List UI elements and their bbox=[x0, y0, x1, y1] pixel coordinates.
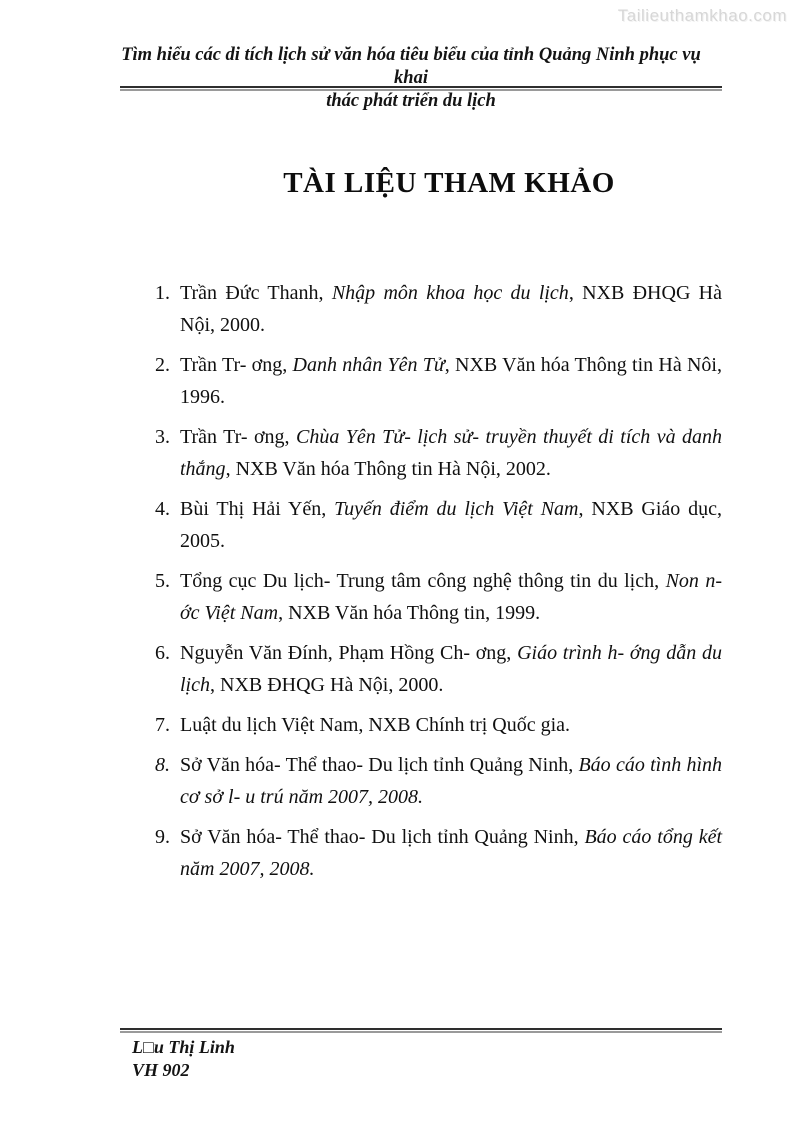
reference-item bbox=[155, 421, 722, 485]
header-title-line1: Tìm hiểu các di tích lịch sử văn hóa tiêu biểu của tỉnh Quảng Ninh phục vụ khai bbox=[121, 45, 701, 88]
reference-number: 7. bbox=[155, 714, 170, 736]
reference-item bbox=[155, 821, 722, 885]
reference-item bbox=[155, 277, 722, 341]
reference-item bbox=[155, 709, 722, 741]
reference-text: Nguyễn Văn Đính, Phạm Hồng Ch- ơng, Giáo trình h- ớng dẫn du lịch, NXB ĐHQG Hà Nội, 2000. bbox=[180, 642, 723, 696]
page-title: TÀI LIỆU THAM KHẢO bbox=[283, 167, 615, 199]
reference-number: 1. bbox=[155, 282, 170, 304]
reference-item bbox=[155, 749, 722, 813]
footer-divider bbox=[120, 1028, 722, 1033]
footer-author-name: L□u Thị Linh bbox=[132, 1037, 235, 1057]
footer-class-code: VH 902 bbox=[132, 1060, 190, 1080]
header-divider bbox=[120, 86, 722, 91]
reference-text: Sở Văn hóa- Thể thao- Du lịch tỉnh Quảng Ninh, Báo cáo tổng kết năm 2007, 2008. bbox=[180, 826, 723, 880]
page-header bbox=[110, 44, 712, 113]
reference-number: 8. bbox=[155, 754, 170, 776]
reference-list bbox=[155, 277, 722, 893]
reference-text: Trần Đức Thanh, Nhập môn khoa học du lịch, NXB ĐHQG Hà Nội, 2000. bbox=[180, 282, 723, 336]
reference-number: 3. bbox=[155, 426, 170, 448]
reference-number: 9. bbox=[155, 826, 170, 848]
page-footer bbox=[120, 1028, 722, 1082]
reference-text: Bùi Thị Hải Yến, Tuyến điểm du lịch Việt Nam, NXB Giáo dục, 2005. bbox=[180, 498, 723, 552]
reference-text: Trần Tr- ơng, Chùa Yên Tử- lịch sử- truyền thuyết di tích và danh thắng, NXB Văn hóa Thông tin Hà Nội, 2002. bbox=[180, 426, 722, 480]
reference-item bbox=[155, 349, 722, 413]
reference-item bbox=[155, 493, 722, 557]
reference-text: Trần Tr- ơng, Danh nhân Yên Tử, NXB Văn hóa Thông tin Hà Nôi, 1996. bbox=[180, 354, 722, 408]
reference-text: Sở Văn hóa- Thể thao- Du lịch tỉnh Quảng Ninh, Báo cáo tình hình cơ sở l- u trú năm 2007, 2008. bbox=[180, 754, 723, 808]
reference-item bbox=[155, 637, 722, 701]
reference-number: 2. bbox=[155, 354, 170, 376]
reference-number: 6. bbox=[155, 642, 170, 664]
reference-number: 5. bbox=[155, 570, 170, 592]
site-watermark: Tailieuthamkhao.com bbox=[617, 6, 787, 25]
header-title-line2: thác phát triển du lịch bbox=[326, 91, 496, 111]
reference-number: 4. bbox=[155, 498, 170, 520]
reference-text: Tổng cục Du lịch- Trung tâm công nghệ thông tin du lịch, Non n- ớc Việt Nam, NXB Văn hóa Thông tin, 1999. bbox=[180, 570, 723, 624]
reference-item bbox=[155, 565, 722, 629]
reference-text: Luật du lịch Việt Nam, NXB Chính trị Quốc gia. bbox=[180, 714, 571, 736]
